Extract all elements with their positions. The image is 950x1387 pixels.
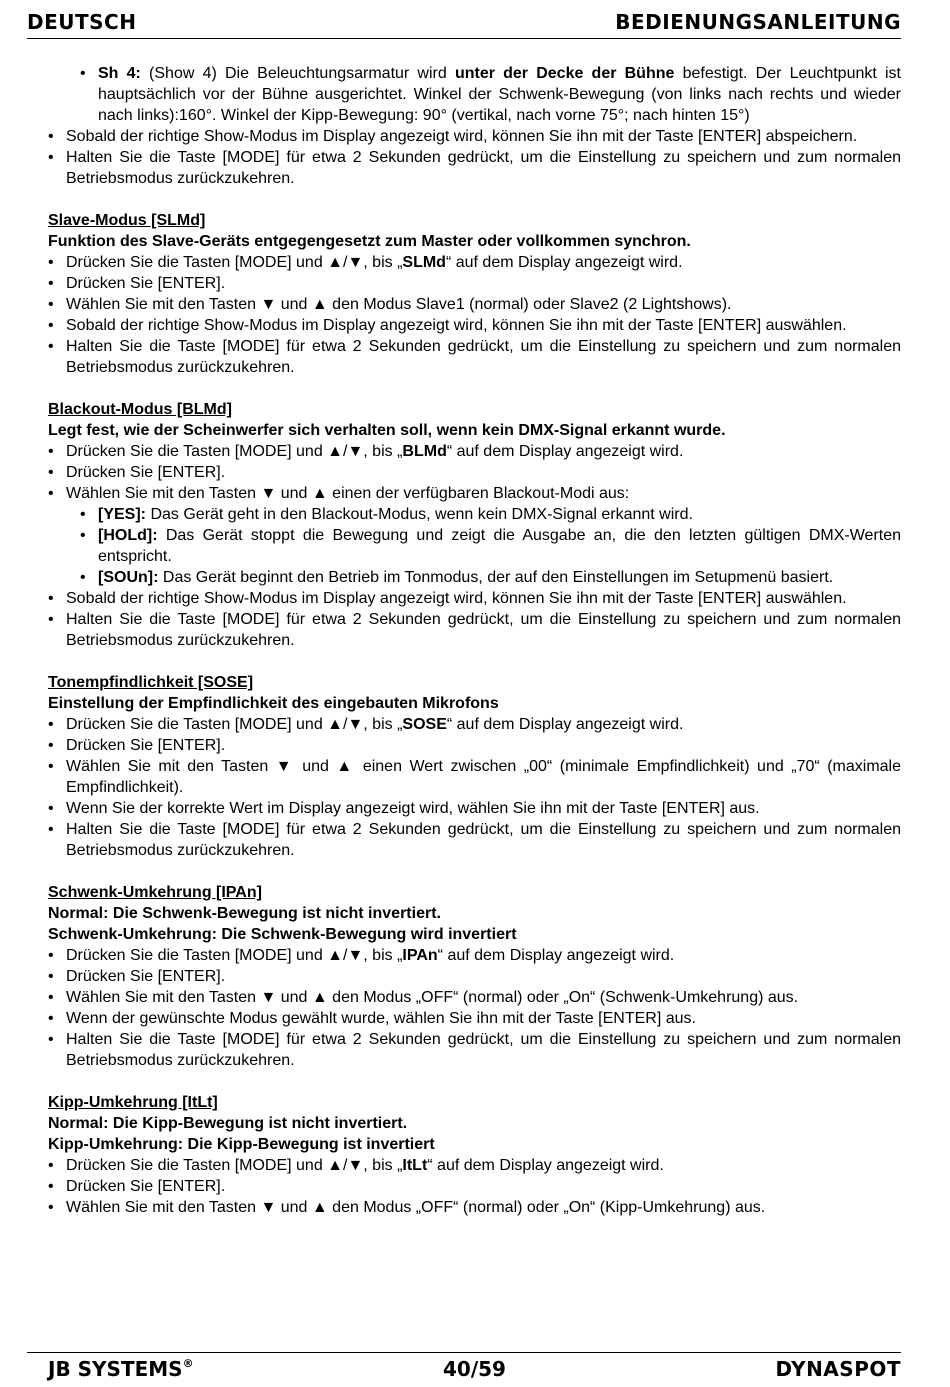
section-title: Slave-Modus [SLMd] — [48, 212, 206, 229]
list-item: • Drücken Sie die Tasten [MODE] und ▲/▼, bis „SOSE“ auf dem Display angezeigt wird. — [48, 714, 901, 735]
step-list — [48, 441, 901, 504]
section-description: Einstellung der Empfindlichkeit des eingebauten Mikrofons — [48, 695, 499, 712]
header-language: DEUTSCH — [27, 10, 137, 34]
step-list — [48, 588, 901, 651]
list-item: • [SOUn]: Das Gerät beginnt den Betrieb im Tonmodus, der auf den Einstellungen im Setupmenü basiert. — [80, 567, 901, 588]
section-pan-inversion — [48, 882, 901, 1071]
section-description: Funktion des Slave-Geräts entgegengesetzt zum Master oder vollkommen synchron. — [48, 233, 691, 250]
list-item: • Wählen Sie mit den Tasten ▼ und ▲ einen Wert zwischen „00“ (minimale Empfindlichkeit) und „70“ (maximale Empfindlichkeit). — [48, 756, 901, 798]
section-description: Kipp-Umkehrung: Die Kipp-Bewegung ist invertiert — [48, 1136, 435, 1153]
list-item: • Drücken Sie die Tasten [MODE] und ▲/▼, bis „IPAn“ auf dem Display angezeigt wird. — [48, 945, 901, 966]
step-list — [48, 1155, 901, 1218]
list-item: • Drücken Sie [ENTER]. — [48, 462, 901, 483]
footer-brand: JB SYSTEMS® — [48, 1357, 194, 1381]
step-list — [48, 252, 901, 378]
section-description: Legt fest, wie der Scheinwerfer sich verhalten soll, wenn kein DMX-Signal erkannt wurde. — [48, 422, 726, 439]
section-tilt-inversion — [48, 1092, 901, 1218]
list-item: • Wenn Sie der korrekte Wert im Display angezeigt wird, wählen Sie ihn mit der Taste [ENTER] aus. — [48, 798, 901, 819]
list-item: • Wählen Sie mit den Tasten ▼ und ▲ den Modus „OFF“ (normal) oder „On“ (Schwenk-Umkehrung) aus. — [48, 987, 901, 1008]
blackout-options-list — [48, 504, 901, 588]
list-item: • Wählen Sie mit den Tasten ▼ und ▲ den Modus Slave1 (normal) oder Slave2 (2 Lightshows). — [48, 294, 901, 315]
list-item: • [YES]: Das Gerät geht in den Blackout-Modus, wenn kein DMX-Signal erkannt wird. — [80, 504, 901, 525]
list-item: • Drücken Sie [ENTER]. — [48, 1176, 901, 1197]
section-description: Normal: Die Kipp-Bewegung ist nicht invertiert. — [48, 1115, 408, 1132]
list-item: • Drücken Sie die Tasten [MODE] und ▲/▼, bis „BLMd“ auf dem Display angezeigt wird. — [48, 441, 901, 462]
list-item: • [HOLd]: Das Gerät stoppt die Bewegung und zeigt die Ausgabe an, die den letzten gültigen DMX-Werten entspricht. — [80, 525, 901, 567]
section-title: Blackout-Modus [BLMd] — [48, 401, 232, 418]
list-item: • Sobald der richtige Show-Modus im Display angezeigt wird, können Sie ihn mit der Taste [ENTER] abspeichern. — [48, 126, 901, 147]
list-item: • Halten Sie die Taste [MODE] für etwa 2 Sekunden gedrückt, um die Einstellung zu speichern und zum normalen Betriebsmodus zurückzukehren. — [48, 609, 901, 651]
list-item: • Halten Sie die Taste [MODE] für etwa 2 Sekunden gedrückt, um die Einstellung zu speichern und zum normalen Betriebsmodus zurückzukehren. — [48, 147, 901, 189]
list-item: • Wählen Sie mit den Tasten ▼ und ▲ einen der verfügbaren Blackout-Modi aus: — [48, 483, 901, 504]
section-blackout-mode — [48, 399, 901, 651]
section-title: Kipp-Umkehrung [ItLt] — [48, 1094, 218, 1111]
list-item: • Halten Sie die Taste [MODE] für etwa 2 Sekunden gedrückt, um die Einstellung zu speichern und zum normalen Betriebsmodus zurückzukehren. — [48, 1029, 901, 1071]
page-content — [48, 63, 901, 1218]
page-footer — [27, 1352, 901, 1383]
list-item: • Sobald der richtige Show-Modus im Display angezeigt wird, können Sie ihn mit der Taste [ENTER] auswählen. — [48, 315, 901, 336]
section-title: Tonempfindlichkeit [SOSE] — [48, 674, 254, 691]
step-list — [48, 714, 901, 861]
list-item: • Halten Sie die Taste [MODE] für etwa 2 Sekunden gedrückt, um die Einstellung zu speichern und zum normalen Betriebsmodus zurückzukehren. — [48, 336, 901, 378]
list-item: • Sh 4: (Show 4) Die Beleuchtungsarmatur wird unter der Decke der Bühne befestigt. Der Leuchtpunkt ist hauptsächlich vor der Bühne ausgerichtet. Winkel der Schwenk-Bewegung (von links nach rechts und wieder nach links):160°. Winkel der Kipp-Bewegung: 90° (vertikal, nach vorne 75°; nach hinten 15°) — [80, 63, 901, 126]
list-item: • Drücken Sie [ENTER]. — [48, 966, 901, 987]
list-item: • Drücken Sie die Tasten [MODE] und ▲/▼, bis „ItLt“ auf dem Display angezeigt wird. — [48, 1155, 901, 1176]
section-sound-sensitivity — [48, 672, 901, 861]
header-doc-title: BEDIENUNGSANLEITUNG — [615, 10, 901, 34]
footer-product: DYNASPOT — [775, 1357, 901, 1381]
list-item: • Wählen Sie mit den Tasten ▼ und ▲ den Modus „OFF“ (normal) oder „On“ (Kipp-Umkehrung) aus. — [48, 1197, 901, 1218]
section-slave-mode — [48, 210, 901, 378]
page-number: 40/59 — [443, 1357, 506, 1381]
section-description: Normal: Die Schwenk-Bewegung ist nicht invertiert. — [48, 905, 441, 922]
list-item: • Halten Sie die Taste [MODE] für etwa 2 Sekunden gedrückt, um die Einstellung zu speichern und zum normalen Betriebsmodus zurückzukehren. — [48, 819, 901, 861]
list-item: • Drücken Sie die Tasten [MODE] und ▲/▼, bis „SLMd“ auf dem Display angezeigt wird. — [48, 252, 901, 273]
list-item: • Drücken Sie [ENTER]. — [48, 273, 901, 294]
section-description: Schwenk-Umkehrung: Die Schwenk-Bewegung wird invertiert — [48, 926, 517, 943]
step-list — [48, 945, 901, 1071]
section-title: Schwenk-Umkehrung [IPAn] — [48, 884, 262, 901]
page-header — [27, 10, 901, 39]
show-mode-sub-list — [48, 63, 901, 126]
list-item: • Drücken Sie [ENTER]. — [48, 735, 901, 756]
list-item: • Sobald der richtige Show-Modus im Display angezeigt wird, können Sie ihn mit der Taste [ENTER] auswählen. — [48, 588, 901, 609]
list-item: • Wenn der gewünschte Modus gewählt wurde, wählen Sie ihn mit der Taste [ENTER] aus. — [48, 1008, 901, 1029]
intro-list — [48, 126, 901, 189]
registered-mark: ® — [182, 1357, 194, 1370]
